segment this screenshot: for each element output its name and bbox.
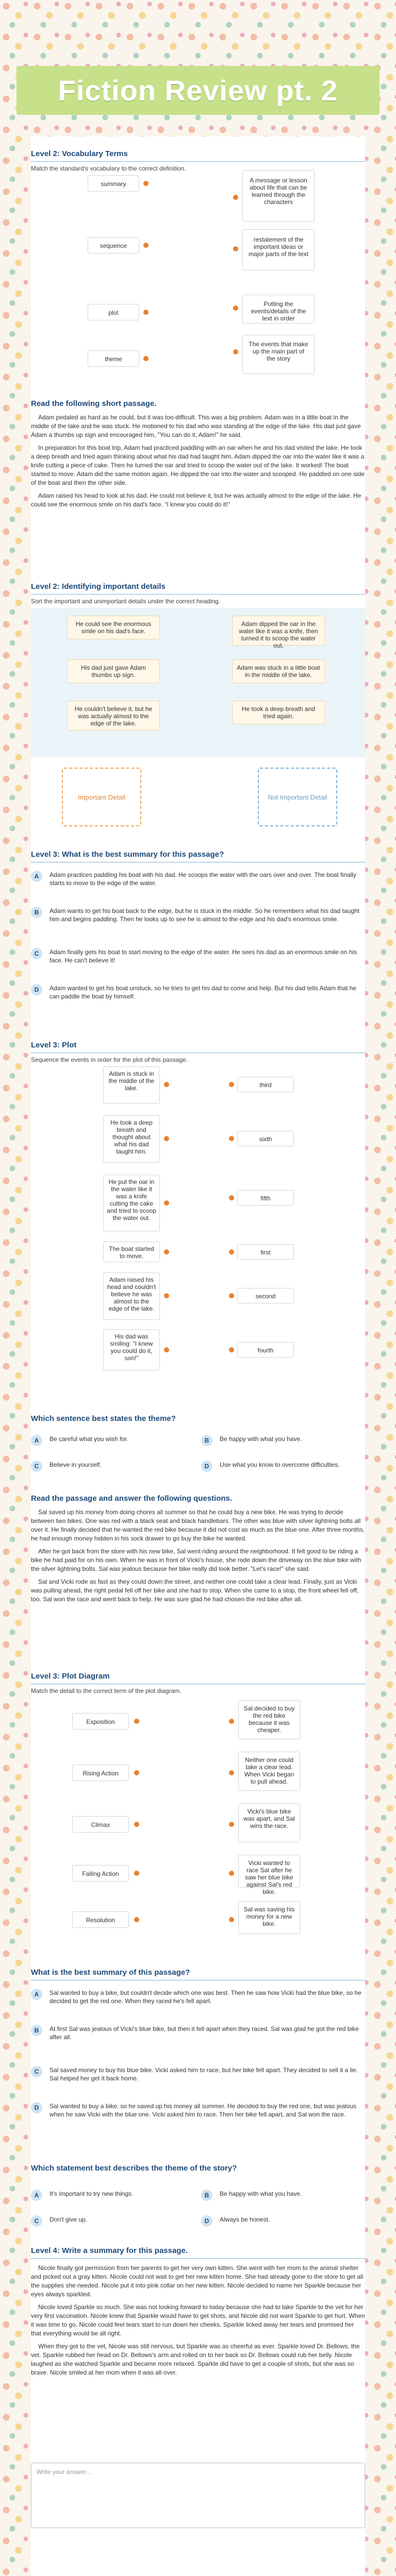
option-text: Adam practices paddling his boat with his dad. He scoops the water with the oars over and over. The boat finally starts to move to the edge of the water. xyxy=(50,871,356,887)
event-card[interactable]: Adam is stuck in the middle of the lake. xyxy=(103,1066,160,1104)
theme-question-2 xyxy=(31,2164,365,2173)
option-text: Adam wanted to get his boat unstuck, so he tries to get his dad to come and help. But his dad tells Adam that he can paddle the boat by himself. xyxy=(50,985,357,1000)
match-dot[interactable] xyxy=(229,1249,234,1255)
passage-paragraph: After he got back from the store with his new bike, Sal went riding around the neighborhood. It felt good to be riding a bike he had paid for on his own. When he was in front of Vicki's house, she rode down the driveway on the blue bike with the silver lightning bolts. Sal was jealous because her bike really did look better. "Let's race!" she said. xyxy=(31,1548,361,1572)
option-text: Adam finally gets his boat to start moving to the edge of the water. He sees his dad as an enormous smile on his face. He can't believe it! xyxy=(50,948,357,964)
read-passage-section xyxy=(31,399,365,513)
plot-event[interactable]: Sal decided to buy the red bike because it was cheaper. xyxy=(238,1700,300,1739)
order-slot[interactable]: second xyxy=(237,1288,294,1303)
option-letter: B xyxy=(201,2190,212,2201)
divider xyxy=(31,594,365,595)
answer-option[interactable] xyxy=(31,2102,365,2119)
important-details-section xyxy=(31,582,365,605)
option-text: Be happy with what you have. xyxy=(220,1435,302,1443)
detail-card[interactable]: He could see the enormous smile on his dad's face. xyxy=(67,616,160,639)
section-heading: Level 2: Identifying important details xyxy=(31,582,166,591)
order-slot[interactable]: fourth xyxy=(237,1342,294,1358)
passage-paragraph: Nicole finally got permission from her parents to get her very own kitten. She went with her mom to the animal shelter and picked out a gray kitten. Nicole could not wait to get her new kitten home. She had already gone to the store to get all the supplies she needed. Nicole put it into pink collar on her new kitten. Nicole decided to name her Sparkle because her eyes always sparkled. xyxy=(31,2264,364,2298)
answer-option[interactable] xyxy=(201,2190,356,2201)
plot-diagram-section xyxy=(31,1672,365,1694)
passage-paragraph: When they got to the vet, Nicole was still nervous, but Sparkle was as cheerful as ever. Sparkle loved Dr. Bellows, the vet. Sparkle rubbed her head on Dr. Bellows's arm and rolled on to her back so Dr. Bellows could rub her belly. Nicole laughed as she watched Sparkle and became more relaxed. Sparkle did have to get a couple of shots, but she was so brave. Nicole smiled at her mom when it was all over. xyxy=(31,2343,360,2376)
plot-part[interactable]: Rising Action xyxy=(72,1765,129,1781)
details-drop-zones xyxy=(31,768,365,829)
match-dot[interactable] xyxy=(229,1082,234,1087)
match-dot[interactable] xyxy=(134,1770,139,1775)
plot-event[interactable]: Neither one could take a clear lead. When Vicki began to pull ahead. xyxy=(238,1752,300,1791)
vocab-term[interactable]: sequence xyxy=(88,237,139,253)
match-dot[interactable] xyxy=(164,1249,169,1255)
summary-options xyxy=(31,871,365,1030)
event-card[interactable]: The boat started to move. xyxy=(103,1242,160,1262)
passage-paragraph: Nicole loved Sparkle so much. She was not looking forward to today because she had to take Sparkle to the vet for her very first vaccination. Nicole knew that Sparkle would have to get shots, and Nicole did not want Sparkle to get hurt. When it was time to go, Nicole could feel tears start to run down her cheeks. Sparkle licked away her tears and promised her that everything would be all right. xyxy=(31,2303,365,2337)
event-card[interactable]: He took a deep breath and thought about what his dad taught him. xyxy=(103,1115,160,1163)
match-dot[interactable] xyxy=(233,246,238,251)
event-card[interactable]: His dad was smiling: "I knew you could do it, son!" xyxy=(103,1329,160,1370)
match-dot[interactable] xyxy=(143,310,148,315)
answer-option[interactable] xyxy=(31,948,365,964)
match-dot[interactable] xyxy=(164,1136,169,1141)
order-slot[interactable]: first xyxy=(237,1244,294,1260)
match-dot[interactable] xyxy=(229,1293,234,1298)
option-letter: C xyxy=(31,2215,42,2227)
order-slot[interactable]: fifth xyxy=(237,1190,294,1206)
match-dot[interactable] xyxy=(229,1822,234,1827)
option-text: Always be honest. xyxy=(220,2216,270,2223)
section-heading: Which statement best describes the theme of the story? xyxy=(31,2164,237,2173)
answer-option[interactable] xyxy=(31,871,365,887)
vocab-definition[interactable]: The events that make up the main part of the story xyxy=(242,335,315,374)
vocab-section xyxy=(31,149,365,172)
match-dot[interactable] xyxy=(164,1082,169,1087)
important-detail-dropzone[interactable]: Important Detail xyxy=(62,768,141,826)
match-dot[interactable] xyxy=(164,1200,169,1206)
vocab-definition[interactable]: Putting the events/details of the text in order xyxy=(242,295,315,324)
theme-options-2 xyxy=(31,2190,365,2236)
plot-part[interactable]: Climax xyxy=(72,1816,129,1833)
event-card[interactable]: Adam raised his head and couldn't believe he was almost to the edge of the lake. xyxy=(103,1273,160,1320)
option-letter: A xyxy=(31,871,42,882)
match-dot[interactable] xyxy=(229,1770,234,1775)
vocab-definition[interactable]: A message or lesson about life that can be learned through the characters xyxy=(242,170,315,222)
option-letter: C xyxy=(31,1461,42,1472)
answer-option[interactable] xyxy=(31,907,365,923)
option-letter: A xyxy=(31,1435,42,1446)
divider xyxy=(31,161,365,162)
match-dot[interactable] xyxy=(134,1871,139,1876)
instructions: Match the standard's vocabulary to the correct definition. xyxy=(31,165,186,172)
answer-option[interactable] xyxy=(201,1461,356,1472)
detail-card[interactable]: He couldn't believe it, but he was actually almost to the edge of the lake. xyxy=(67,701,160,731)
plot-diagram-matching xyxy=(31,1698,365,1955)
option-letter: C xyxy=(31,2066,42,2077)
option-letter: D xyxy=(201,1461,212,1472)
plot-part[interactable]: Exposition xyxy=(72,1713,129,1730)
instructions: Sort the important and unimportant details under the correct heading. xyxy=(31,598,220,605)
option-letter: D xyxy=(31,984,42,995)
plot-event[interactable]: Vicki wanted to race Sal after he saw her blue bike against Sal's red bike. xyxy=(238,1855,300,1888)
answer-option[interactable] xyxy=(201,1435,356,1446)
section-heading: What is the best summary of this passage? xyxy=(31,1968,190,1977)
option-text: Believe in yourself. xyxy=(50,1461,102,1468)
match-dot[interactable] xyxy=(229,1719,234,1724)
instructions: Sequence the events in order for the plot of this passage. xyxy=(31,1056,188,1063)
details-sort-area xyxy=(31,608,365,757)
match-dot[interactable] xyxy=(229,1347,234,1352)
best-summary-2-section xyxy=(31,1968,365,1980)
section-heading: Level 3: Plot Diagram xyxy=(31,1672,110,1681)
answer-option[interactable] xyxy=(31,1989,365,2005)
answer-option[interactable] xyxy=(31,1435,186,1446)
match-dot[interactable] xyxy=(143,243,148,248)
option-text: It's important to try new things. xyxy=(50,2190,134,2197)
detail-card[interactable]: Adam was stuck in a little boat in the middle of the lake. xyxy=(232,659,325,683)
plot-part[interactable]: Resolution xyxy=(72,1911,129,1928)
divider xyxy=(31,2258,365,2259)
order-slot[interactable]: sixth xyxy=(237,1131,294,1146)
passage-paragraph: Adam raised his head to look at his dad. He could not believe it, but he was actually almost to the edge of the lake. He could see the enormous smile on his dad's face. "I knew you could do it!" xyxy=(31,492,361,508)
match-dot[interactable] xyxy=(164,1347,169,1352)
option-text: Sal wanted to buy a bike, so he saved up his money all summer. He decided to buy the red one, but was jealous when he saw Vicki with the blue one. Vicki asked him to race. Then her bike fell apart, and Sal won the race. xyxy=(50,2103,357,2118)
page-title-banner xyxy=(16,66,380,115)
option-letter: D xyxy=(31,2102,42,2113)
match-dot[interactable] xyxy=(134,1917,139,1922)
option-letter: A xyxy=(31,2190,42,2201)
order-slot[interactable]: third xyxy=(237,1077,294,1092)
vocab-matching xyxy=(31,175,365,392)
match-dot[interactable] xyxy=(134,1822,139,1827)
detail-card[interactable]: His dad just gave Adam thumbs up sign. xyxy=(67,659,160,683)
option-text: Adam wants to get his boat back to the edge, but he is stuck in the middle. So he remembers what his dad taught him and begins paddling. Then he looks up to see he is almost to the edge and his dad's enormous smile. xyxy=(50,907,360,923)
passage xyxy=(31,2264,365,2377)
section-heading: Level 2: Vocabulary Terms xyxy=(31,149,128,158)
plot-ordering xyxy=(31,1066,365,1406)
summary-answer-field[interactable] xyxy=(31,2463,365,2528)
plot-event[interactable]: Vicki's blue bike was apart, and Sal wins the race. xyxy=(238,1803,300,1842)
write-summary-section xyxy=(31,2246,365,2381)
match-dot[interactable] xyxy=(143,181,148,186)
section-heading: Read the passage and answer the following questions. xyxy=(31,1494,233,1503)
page-title: Fiction Review pt. 2 xyxy=(58,74,338,107)
passage xyxy=(31,1508,365,1604)
passage-paragraph: Sal saved up his money from doing chores all summer so that he could buy a new bike. He was trying to decide between two bikes. One was red with a black seat and black handlebars. The other was blue with silver lightning bolts all over it. He finally decided that he wanted the red bike because it did not cost as much as the blue one. After three months, he had enough money hidden in his sock drawer to go buy the bike he wanted. xyxy=(31,1509,365,1542)
option-text: At first Sal was jealous of Vicki's blue bike, but then it fell apart when they raced. Sal was glad he got the red bike after all. xyxy=(50,2025,359,2041)
passage-paragraph: Adam pedaled as hard as he could, but it was too difficult. This was a big problem. Adam was in a little boat in the middle of the lake and he was stuck. He motioned to his dad who was standing at the edge of the lake. His dad just gave Adam a thumbs up sign and encouraged him, "You can do it, Adam!" he said. xyxy=(31,414,361,438)
match-dot[interactable] xyxy=(164,1293,169,1298)
option-letter: B xyxy=(31,907,42,918)
option-letter: B xyxy=(31,2025,42,2036)
match-dot[interactable] xyxy=(229,1917,234,1922)
match-dot[interactable] xyxy=(143,356,148,361)
option-letter: D xyxy=(201,2215,212,2227)
summary-2-options xyxy=(31,1989,365,2154)
match-dot[interactable] xyxy=(134,1719,139,1724)
answer-option[interactable] xyxy=(31,2066,365,2082)
detail-card[interactable]: He took a deep breath and tried again. xyxy=(232,701,325,724)
instructions: Match the detail to the correct term of the plot diagram. xyxy=(31,1687,182,1694)
vocab-term[interactable]: summary xyxy=(88,175,139,192)
match-dot[interactable] xyxy=(229,1871,234,1876)
vocab-term[interactable]: plot xyxy=(88,304,139,320)
passage xyxy=(31,413,365,509)
section-heading: Level 4: Write a summary for this passage. xyxy=(31,2246,188,2255)
passage-paragraph: In preparation for this boat trip, Adam had practiced paddling with an oar when he and his dad visited the lake. He took a deep breath and tried again thinking about what his dad had taught him. Adam dipped the oar into the water like it was a knife cutting a piece of cake. Then he turned the oar and tried to scoop the water out of the lake. It worked! The boat started to move. Adam did the same motion again. He dipped the oar into the water and scooped. He paddled on one side of the boat and then the other side. xyxy=(31,444,365,486)
answer-placeholder: Write your answer... xyxy=(37,2468,91,2476)
match-dot[interactable] xyxy=(229,1195,234,1200)
answer-option[interactable] xyxy=(201,2215,356,2227)
match-dot[interactable] xyxy=(233,306,238,311)
detail-card[interactable]: Adam dipped the oar in the water like it was a knife, then turned it to scoop the water out. xyxy=(232,616,325,646)
event-card[interactable]: He put the oar in the water like it was a knife cutting the cake and tried to scoop the water out. xyxy=(103,1175,160,1231)
read-passage-2-section xyxy=(31,1494,365,1608)
plot-section xyxy=(31,1041,365,1063)
theme-options-1 xyxy=(31,1435,365,1481)
match-dot[interactable] xyxy=(229,1136,234,1141)
option-letter: A xyxy=(31,1989,42,2000)
answer-option[interactable] xyxy=(31,2215,186,2227)
match-dot[interactable] xyxy=(233,349,238,354)
match-dot[interactable] xyxy=(233,195,238,200)
not-important-detail-dropzone[interactable]: Not Important Detail xyxy=(258,768,337,826)
theme-question-1 xyxy=(31,1414,365,1423)
answer-option[interactable] xyxy=(31,984,365,1001)
option-text: Sal saved money to buy his blue bike. Vicki asked him to race, but her bike fell apart. They decided to sell it a lie. Sal helped her get it back home. xyxy=(50,2066,358,2082)
vocab-definition[interactable]: restatement of the important ideas or major parts of the text xyxy=(242,229,315,270)
answer-option[interactable] xyxy=(31,2190,186,2201)
option-text: Be careful what you wish for. xyxy=(50,1435,128,1443)
option-text: Use what you know to overcome difficulties. xyxy=(220,1461,340,1468)
option-text: Don't give up. xyxy=(50,2216,88,2223)
passage-paragraph: Sal and Vicki rode as fast as they could down the street, and neither one could take a clear lead. Finally, just as Vicki was pulling ahead, the right pedal fell off her bike and she had to stop. When she came to a stop, the front wheel fell off, too. Sal won the race and went back to help. He was sure glad he had chosen the red bike after all. xyxy=(31,1578,359,1603)
section-heading: Level 3: What is the best summary for this passage? xyxy=(31,850,224,859)
best-summary-section xyxy=(31,850,365,862)
option-letter: C xyxy=(31,948,42,959)
option-text: Be happy with what you have. xyxy=(220,2190,302,2197)
answer-area xyxy=(31,2463,365,2528)
option-letter: B xyxy=(201,1435,212,1446)
section-heading: Level 3: Plot xyxy=(31,1041,77,1049)
section-heading: Read the following short passage. xyxy=(31,399,157,408)
option-text: Sal wanted to buy a bike, but couldn't decide which one was best. Then he saw how Vicki had the blue bike, so he decided to get the red one. When they raced he's fell apart. xyxy=(50,1989,361,2005)
plot-part[interactable]: Falling Action xyxy=(72,1865,129,1882)
section-heading: Which sentence best states the theme? xyxy=(31,1414,176,1423)
plot-event[interactable]: Sal was saving his money for a new bike. xyxy=(238,1901,300,1934)
answer-option[interactable] xyxy=(31,2025,365,2041)
vocab-term[interactable]: theme xyxy=(88,350,139,367)
answer-option[interactable] xyxy=(31,1461,186,1472)
